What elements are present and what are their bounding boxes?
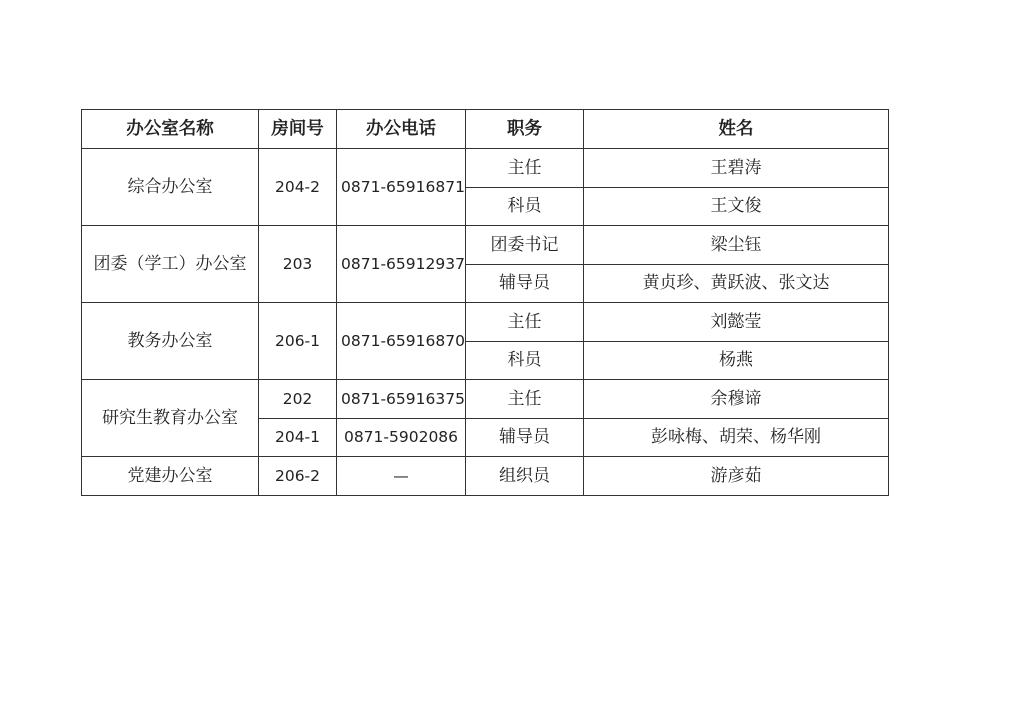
position-cell: 主任 xyxy=(466,303,584,342)
room-number-cell: 204-1 xyxy=(259,418,337,457)
position-cell: 科员 xyxy=(466,341,584,380)
room-number-cell: 206-2 xyxy=(259,457,337,496)
phone-cell: 0871-65912937 xyxy=(337,226,466,303)
room-number-cell: 206-1 xyxy=(259,303,337,380)
phone-cell: 0871-65916375 xyxy=(337,380,466,419)
position-cell: 辅导员 xyxy=(466,418,584,457)
staff-name-cell: 梁尘钰 xyxy=(584,226,889,265)
table-body xyxy=(82,149,889,496)
phone-cell: — xyxy=(337,457,466,496)
position-cell: 主任 xyxy=(466,149,584,188)
staff-name-cell: 余穆谛 xyxy=(584,380,889,419)
staff-name-cell: 王碧涛 xyxy=(584,149,889,188)
staff-name-cell: 杨燕 xyxy=(584,341,889,380)
room-number-cell: 204-2 xyxy=(259,149,337,226)
office-name-cell: 综合办公室 xyxy=(82,149,259,226)
phone-cell: 0871-65916871 xyxy=(337,149,466,226)
table-row xyxy=(82,149,889,188)
staff-name-cell: 彭咏梅、胡荣、杨华刚 xyxy=(584,418,889,457)
position-cell: 主任 xyxy=(466,380,584,419)
table-row xyxy=(82,226,889,265)
position-cell: 组织员 xyxy=(466,457,584,496)
phone-cell: 0871-5902086 xyxy=(337,418,466,457)
staff-name-cell: 游彦茹 xyxy=(584,457,889,496)
room-number-cell: 203 xyxy=(259,226,337,303)
header-office-name: 办公室名称 xyxy=(82,110,259,149)
office-name-cell: 教务办公室 xyxy=(82,303,259,380)
phone-cell: 0871-65916870 xyxy=(337,303,466,380)
office-directory-table xyxy=(81,109,889,496)
table-row xyxy=(82,457,889,496)
office-name-cell: 团委（学工）办公室 xyxy=(82,226,259,303)
header-row xyxy=(82,110,889,149)
office-name-cell: 研究生教育办公室 xyxy=(82,380,259,457)
staff-name-cell: 王文俊 xyxy=(584,187,889,226)
table-row xyxy=(82,380,889,419)
room-number-cell: 202 xyxy=(259,380,337,419)
position-cell: 科员 xyxy=(466,187,584,226)
position-cell: 辅导员 xyxy=(466,264,584,303)
header-room-number: 房间号 xyxy=(259,110,337,149)
header-office-phone: 办公电话 xyxy=(337,110,466,149)
table-row xyxy=(82,303,889,342)
table-header xyxy=(82,110,889,149)
staff-name-cell: 刘懿莹 xyxy=(584,303,889,342)
office-name-cell: 党建办公室 xyxy=(82,457,259,496)
header-position: 职务 xyxy=(466,110,584,149)
header-name: 姓名 xyxy=(584,110,889,149)
position-cell: 团委书记 xyxy=(466,226,584,265)
staff-name-cell: 黄贞珍、黄跃波、张文达 xyxy=(584,264,889,303)
